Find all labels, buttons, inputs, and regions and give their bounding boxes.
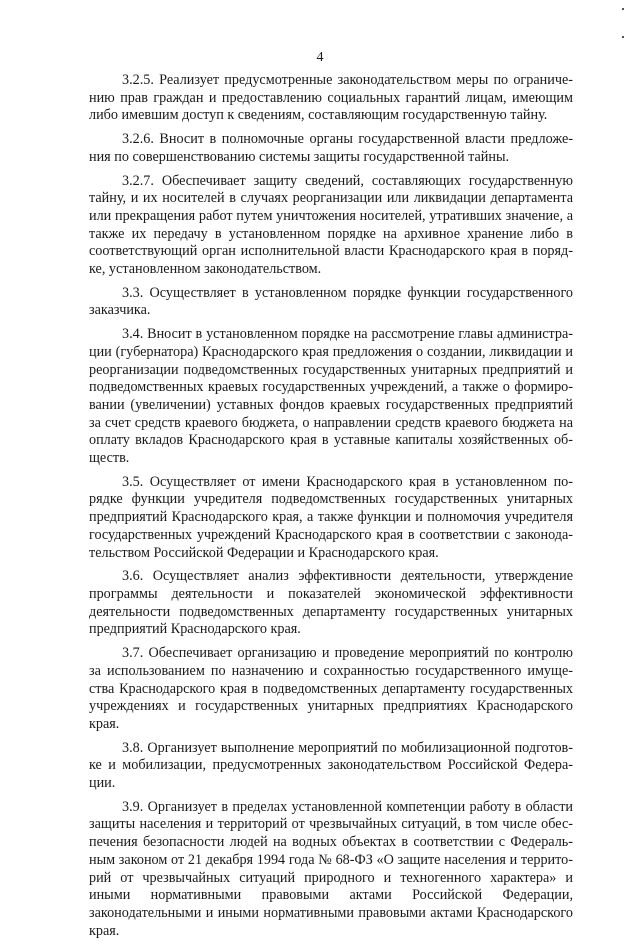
paragraph-3-3: 3.3. Осуществляет в установленном порядке функции государственного заказчика. [89,284,573,319]
paragraph-3-8: 3.8. Организует выполнение мероприятий по мобилизационной подготовке и мобилизации, предусмотренных законодательством Российской Федерации. [89,739,573,792]
scan-dot [622,36,624,38]
paragraph-3-2-7: 3.2.7. Обеспечивает защиту сведений, составляющих государственную тайну, и их носителей в случаях реорганизации или ликвидации департамента или прекращения работ путем уничтожения носителей, утративших значение, а также их передачу в установленном порядке на архивное хранение либо в соответствующий орган исполнительной власти Краснодарского края в порядке, установленном законодательством. [89,172,573,278]
paragraph-3-2-5: 3.2.5. Реализует предусмотренные законодательством меры по ограничению прав граждан и предоставлению социальных гарантий лицам, имеющим либо имевшим доступ к сведениям, составляющим государственную тайну. [89,72,573,124]
paragraph-3-9: 3.9. Организует в пределах установленной компетенции работу в области защиты населения и территорий от чрезвычайных ситуаций, в том числе обеспечения безопасности людей на водных объектах в соответствии с Федеральным законом от 21 декабря 1994 года № 68-ФЗ «О защите населения и территорий от чрезвычайных ситуаций природного и техногенного характера» и иными нормативными правовыми актами Российской Федерации, законодательными и иными нормативными правовыми актами Краснодарского края. [89,798,573,939]
scan-dot [622,8,624,10]
paragraph-3-5: 3.5. Осуществляет от имени Краснодарского края в установленном порядке функции учредителя подведомственных государственных унитарных предприятий Краснодарского края, а также функции и полномочия учредителя государственных учреждений Краснодарского края в соответствии с законодательством Российской Федерации и Краснодарского края. [89,473,573,561]
paragraph-3-6: 3.6. Осуществляет анализ эффективности деятельности, утверждение программы деятельности и показателей экономической эффективности деятельности подведомственных департаменту государственных унитарных предприятий Краснодарского края. [89,568,573,638]
paragraph-3-7: 3.7. Обеспечивает организацию и проведение мероприятий по контролю за использованием по назначению и сохранностью государственного имущества Краснодарского края в подведомственных департаменту государственных учреждениях и государственных унитарных предприятиях Краснодарского края. [89,645,573,732]
paragraph-3-4: 3.4. Вносит в установленном порядке на рассмотрение главы администрации (губернатора) Краснодарского края предложения о создании, ликвидации и реорганизации подведомственных государственных унитарных предприятий и подведомственных краевых государственных учреждений, а также о формировании (увеличении) уставных фондов краевых государственных предприятий за счет средств краевого бюджета, о направлении средств краевого бюджета на оплату вкладов Краснодарского края в уставные капиталы хозяйственных обществ. [89,326,573,467]
page-number: 4 [316,50,324,65]
document-body [89,72,573,946]
paragraph-3-2-6: 3.2.6. Вносит в полномочные органы государственной власти предложения по совершенствованию системы защиты государственной тайны. [89,131,573,165]
